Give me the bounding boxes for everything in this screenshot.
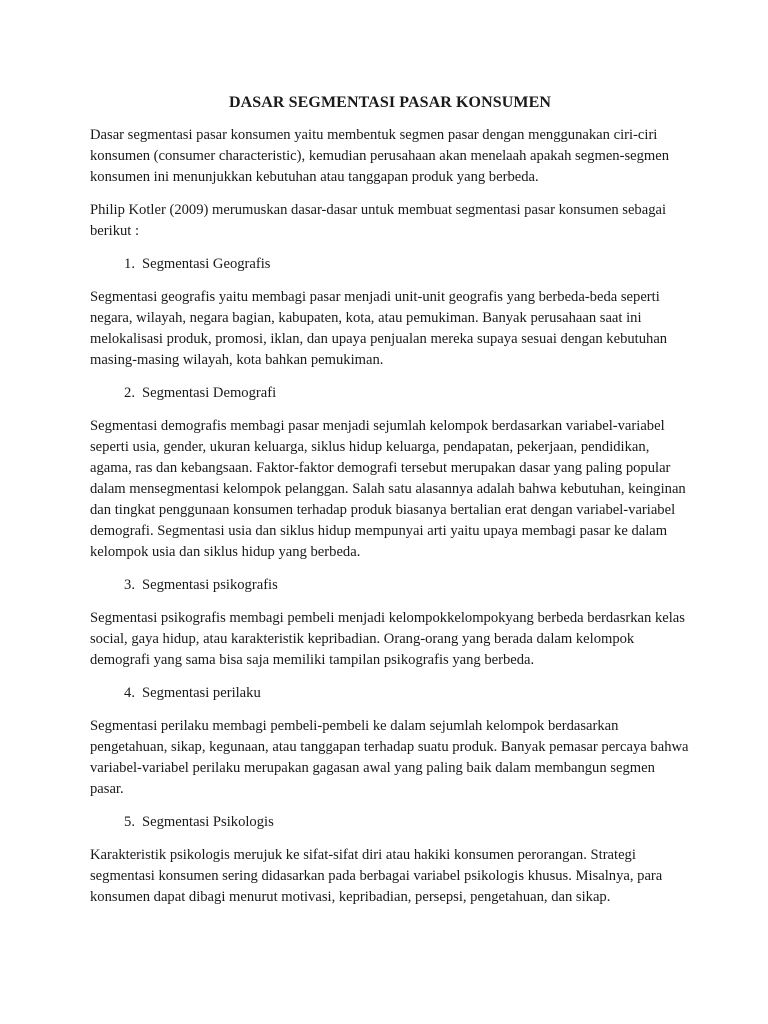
section-body-geografis: Segmentasi geografis yaitu membagi pasar menjadi unit-unit geografis yang berbeda-beda seperti negara, wilayah, negara bagian, kabupaten, kota, atau pemukiman. Banyak perusahaan saat ini melokalisasi produk, promosi, iklan, dan upaya penjualan mereka supaya sesuai dengan kebutuhan masing-masing wilayah, kota bahkan pemukiman. [90,289,668,368]
intro-paragraph: Dasar segmentasi pasar konsumen yaitu membentuk segmen pasar dengan menggunakan ciri-ciri konsumen (consumer characteristic), kemudian perusahaan akan menelaah apakah segmen-segmen konsumen ini menunjukkan kebutuhan atau tanggapan produk yang berbeda. [90,127,670,185]
section-heading-perilaku [90,683,690,704]
section-number: 1. [124,256,135,272]
section-number: 5. [124,814,135,830]
section-heading-text: Segmentasi Demografi [142,385,277,401]
document-page [90,92,690,920]
section-heading-demografi [90,383,690,404]
lead-paragraph: Philip Kotler (2009) merumuskan dasar-dasar untuk membuat segmentasi pasar konsumen sebagai berikut : [90,202,667,239]
section-heading-text: Segmentasi Psikologis [142,814,274,830]
section-heading-psikografis [90,575,690,596]
document-title: DASAR SEGMENTASI PASAR KONSUMEN [228,94,552,111]
section-heading-text: Segmentasi perilaku [142,685,261,701]
section-body-demografi: Segmentasi demografis membagi pasar menjadi sejumlah kelompok berdasarkan variabel-variabel seperti usia, gender, ukuran keluarga, siklus hidup keluarga, pendapatan, pekerjaan, pendidikan, agama, ras dan kebangsaan. Faktor-faktor demografi tersebut merupakan dasar yang paling popular dalam mensegmentasi kelompok pelanggan. Salah satu alasannya adalah bahwa kebutuhan, keinginan dan tingkat penggunaan konsumen terhadap produk biasanya bertalian erat dengan variabel-variabel demografi. Segmentasi usia dan siklus hidup mempunyai arti yaitu upaya membagi pasar ke dalam kelompok usia dan siklus hidup yang berbeda. [90,418,686,560]
section-heading-text: Segmentasi psikografis [142,577,278,593]
section-heading-psikologis [90,812,690,833]
section-number: 4. [124,685,135,701]
section-heading-text: Segmentasi Geografis [142,256,271,272]
section-body-psikologis: Karakteristik psikologis merujuk ke sifat-sifat diri atau hakiki konsumen perorangan. Strategi segmentasi konsumen sering didasarkan pada berbagai variabel psikologis khusus. Misalnya, para konsumen dapat dibagi menurut motivasi, kepribadian, persepsi, pengetahuan, dan sikap. [90,847,663,905]
section-body-psikografis: Segmentasi psikografis membagi pembeli menjadi kelompokkelompokyang berbeda berdasrkan kelas social, gaya hidup, atau karakteristik kepribadian. Orang-orang yang berada dalam kelompok demografi yang sama bisa saja memiliki tampilan psikografis yang berbeda. [90,610,685,668]
section-body-perilaku: Segmentasi perilaku membagi pembeli-pembeli ke dalam sejumlah kelompok berdasarkan pengetahuan, sikap, kegunaan, atau tanggapan terhadap suatu produk. Banyak pemasar percaya bahwa variabel-variabel perilaku merupakan gagasan awal yang paling baik dalam membangun segmen pasar. [90,718,689,797]
section-number: 2. [124,385,135,401]
section-heading-geografis [90,254,690,275]
section-number: 3. [124,577,135,593]
